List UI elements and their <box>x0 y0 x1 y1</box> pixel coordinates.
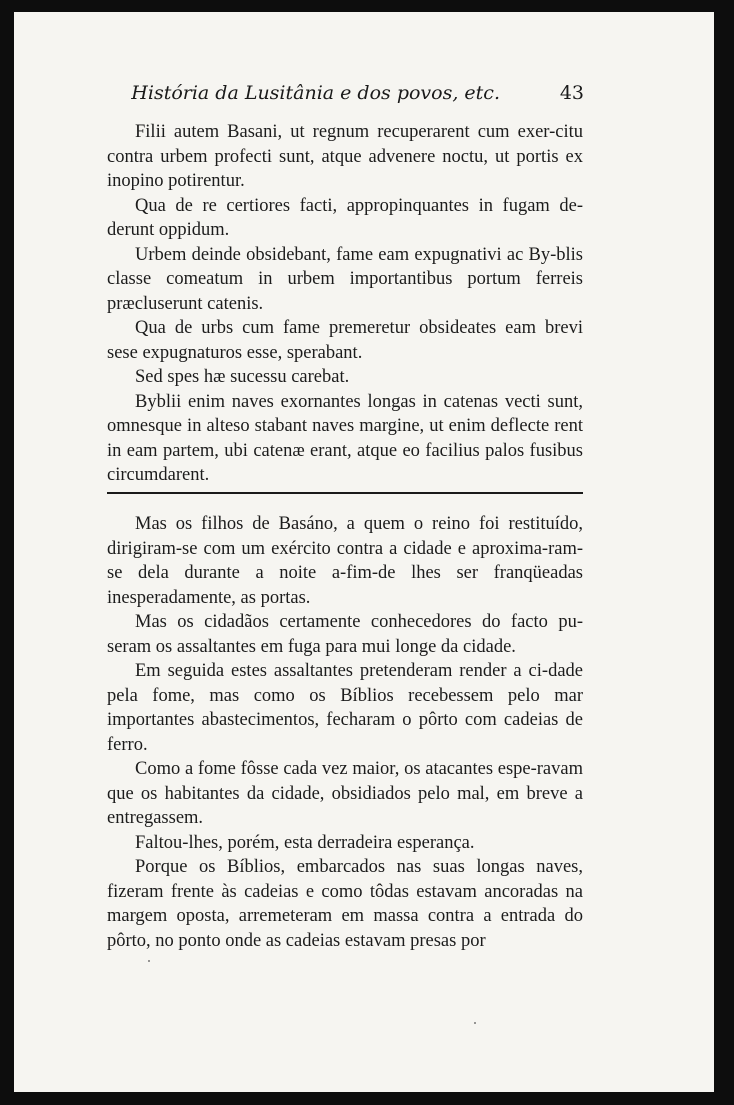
paper-speck <box>148 960 150 962</box>
portuguese-paragraph: Mas os filhos de Basáno, a quem o reino foi restituído, dirigiram-se com um exército contra a cidade e aproxima-ram-se dela durante a noite a-fim-de lhes ser franqüeadas inesperadamente, as portas. <box>107 514 583 608</box>
page-header <box>14 82 714 112</box>
portuguese-text <box>107 512 583 953</box>
page-number: 43 <box>559 82 584 104</box>
book-page <box>14 12 714 1092</box>
portuguese-paragraph: Como a fome fôsse cada vez maior, os atacantes espe-ravam que os habitantes da cidade, obsidiados pelo mal, em breve a entregassem. <box>107 759 583 828</box>
portuguese-paragraph: Porque os Bíblios, embarcados nas suas longas naves, fizeram frente às cadeias e como tôdas estavam ancoradas na margem oposta, arremeteram em massa contra a entrada do pôrto, no ponto onde as cadeias estavam presas por <box>107 857 583 951</box>
latin-paragraph: Qua de re certiores facti, appropinquantes in fugam de-derunt oppidum. <box>107 195 583 240</box>
latin-paragraph: Byblii enim naves exornantes longas in catenas vecti sunt, omnesque in alteso stabant naves margine, ut enim deflecte rent in eam partem, ubi catenæ erant, atque eo facilius palos fusibus circumdarent. <box>107 391 583 485</box>
latin-paragraph: Qua de urbs cum fame premeretur obsideates eam brevi sese expugnaturos esse, sperabant. <box>107 318 583 363</box>
latin-paragraph: Urbem deinde obsidebant, fame eam expugnativi ac By-blis classe comeatum in urbem importantibus portum ferreis præcluserunt catenis. <box>107 244 583 314</box>
portuguese-paragraph: Mas os cidadãos certamente conhecedores do facto pu-seram os assaltantes em fuga para mui longe da cidade. <box>107 612 583 657</box>
portuguese-paragraph: Faltou-lhes, porém, esta derradeira esperança. <box>135 832 475 853</box>
latin-paragraph: Filii autem Basani, ut regnum recuperarent cum exer-citu contra urbem profecti sunt, atque advenere noctu, ut portis ex inopino potirentur. <box>107 122 583 191</box>
running-head: História da Lusitânia e dos povos, etc. <box>131 82 500 104</box>
section-divider <box>107 492 583 494</box>
paper-speck <box>474 1022 476 1024</box>
latin-paragraph: Sed spes hæ sucessu carebat. <box>135 367 350 387</box>
latin-text <box>107 120 583 488</box>
portuguese-paragraph: Em seguida estes assaltantes pretenderam render a ci-dade pela fome, mas como os Bíblios recebessem pelo mar importantes abastecimentos, fecharam o pôrto com cadeias de ferro. <box>107 661 583 755</box>
